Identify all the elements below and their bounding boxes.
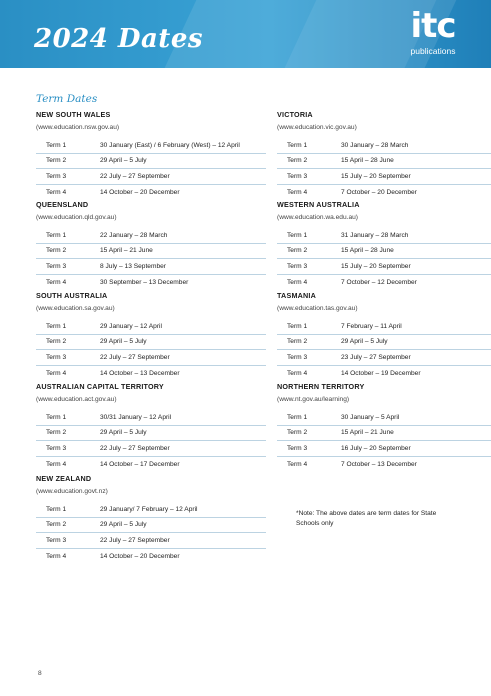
state-block — [36, 198, 266, 290]
state-name: TASMANIA — [277, 291, 316, 300]
page-number: 8 — [38, 670, 42, 677]
term-list — [36, 138, 266, 200]
term-row — [277, 426, 491, 442]
term-dates: 22 July – 27 September — [100, 536, 170, 544]
term-dates: 22 July – 27 September — [100, 444, 170, 452]
term-label: Term 3 — [287, 353, 308, 361]
term-row — [36, 366, 266, 382]
term-row — [36, 228, 266, 244]
term-list — [277, 228, 491, 290]
term-dates: 31 January – 28 March — [341, 231, 409, 239]
term-row — [36, 533, 266, 549]
term-row — [277, 275, 491, 291]
term-dates: 30/31 January – 12 April — [100, 413, 172, 421]
term-row — [36, 549, 266, 565]
state-block — [36, 472, 266, 564]
term-dates: 23 July – 27 September — [341, 353, 411, 361]
term-row — [36, 138, 266, 154]
term-list — [36, 319, 266, 381]
term-label: Term 4 — [287, 369, 308, 377]
term-label: Term 2 — [46, 157, 67, 165]
term-label: Term 1 — [46, 231, 67, 239]
term-label: Term 2 — [287, 338, 308, 346]
term-label: Term 2 — [46, 521, 67, 529]
term-row — [277, 410, 491, 426]
term-label: Term 1 — [46, 141, 67, 149]
state-block — [36, 289, 266, 381]
term-row — [36, 426, 266, 442]
term-row — [36, 502, 266, 518]
term-row — [36, 169, 266, 185]
term-label: Term 4 — [46, 460, 67, 468]
page-title: 2024 Dates — [34, 24, 203, 54]
term-dates: 14 October – 20 December — [100, 552, 180, 560]
itc-publications-logo — [405, 8, 461, 60]
term-row — [277, 244, 491, 260]
term-label: Term 2 — [287, 157, 308, 165]
term-row — [277, 350, 491, 366]
term-dates: 15 April – 21 June — [100, 247, 153, 255]
term-row — [36, 335, 266, 351]
term-dates: 15 July – 20 September — [341, 172, 411, 180]
term-label: Term 3 — [46, 262, 67, 270]
term-dates: 15 April – 21 June — [341, 429, 394, 437]
term-row — [36, 154, 266, 170]
term-row — [277, 366, 491, 382]
term-label: Term 3 — [46, 444, 67, 452]
term-dates: 29 April – 5 July — [100, 157, 147, 165]
term-row — [277, 441, 491, 457]
term-list — [36, 410, 266, 472]
term-row — [36, 518, 266, 534]
state-url: (www.education.vic.gov.au) — [277, 124, 357, 131]
state-url: (www.nt.gov.au/learning) — [277, 396, 350, 403]
state-block — [277, 289, 491, 381]
term-dates: 29 April – 5 July — [100, 429, 147, 437]
term-label: Term 3 — [46, 536, 67, 544]
term-label: Term 4 — [46, 369, 67, 377]
state-url: (www.education.wa.edu.au) — [277, 214, 359, 221]
term-row — [36, 275, 266, 291]
term-row — [277, 335, 491, 351]
term-label: Term 1 — [287, 413, 308, 421]
term-list — [277, 410, 491, 472]
term-dates: 16 July – 20 September — [341, 444, 411, 452]
term-label: Term 1 — [287, 322, 308, 330]
term-label: Term 1 — [46, 505, 67, 513]
term-label: Term 1 — [287, 231, 308, 239]
state-block — [36, 108, 266, 200]
term-label: Term 3 — [287, 444, 308, 452]
term-row — [277, 259, 491, 275]
term-dates: 15 July – 20 September — [341, 262, 411, 270]
term-label: Term 3 — [287, 262, 308, 270]
term-dates: 7 February – 11 April — [341, 322, 402, 330]
logo-subtitle: publications — [410, 46, 456, 56]
term-dates: 15 April – 28 June — [341, 247, 394, 255]
term-list — [36, 228, 266, 290]
term-dates: 29 January – 12 April — [100, 322, 162, 330]
term-row — [36, 350, 266, 366]
term-label: Term 4 — [287, 188, 308, 196]
state-url: (www.education.act.gov.au) — [36, 396, 117, 403]
term-label: Term 4 — [46, 188, 67, 196]
term-dates: 30 January (East) / 6 February (West) – 12 April — [100, 141, 240, 149]
term-label: Term 4 — [46, 552, 67, 560]
term-dates: 7 October – 13 December — [341, 460, 417, 468]
term-row — [36, 259, 266, 275]
term-label: Term 4 — [287, 460, 308, 468]
term-label: Term 4 — [287, 278, 308, 286]
term-label: Term 2 — [287, 247, 308, 255]
term-row — [36, 244, 266, 260]
term-dates: 30 September – 13 December — [100, 278, 189, 286]
term-label: Term 1 — [46, 413, 67, 421]
term-dates: 14 October – 13 December — [100, 369, 180, 377]
state-name: AUSTRALIAN CAPITAL TERRITORY — [36, 382, 164, 391]
state-block — [36, 380, 266, 472]
term-label: Term 3 — [287, 172, 308, 180]
term-dates: 22 July – 27 September — [100, 353, 170, 361]
state-name: VICTORIA — [277, 110, 313, 119]
state-name: NEW ZEALAND — [36, 474, 92, 483]
state-url: (www.education.sa.gov.au) — [36, 305, 115, 312]
term-dates: 29 January/ 7 February – 12 April — [100, 505, 198, 513]
term-row — [277, 169, 491, 185]
state-name: WESTERN AUSTRALIA — [277, 200, 360, 209]
term-label: Term 1 — [46, 322, 67, 330]
term-row — [277, 457, 491, 473]
term-label: Term 2 — [46, 338, 67, 346]
state-block — [277, 198, 491, 290]
state-block — [277, 380, 491, 472]
term-row — [36, 410, 266, 426]
state-url: (www.education.qld.gov.au) — [36, 214, 117, 221]
term-label: Term 2 — [46, 247, 67, 255]
term-label: Term 1 — [287, 141, 308, 149]
term-row — [277, 228, 491, 244]
term-dates: 22 January – 28 March — [100, 231, 168, 239]
term-row — [277, 154, 491, 170]
state-name: SOUTH AUSTRALIA — [36, 291, 108, 300]
footnote: *Note: The above dates are term dates for State Schools only — [296, 510, 437, 527]
logo-wordmark: itc — [410, 6, 456, 46]
term-label: Term 4 — [46, 278, 67, 286]
term-row — [277, 138, 491, 154]
state-url: (www.education.nsw.gov.au) — [36, 124, 120, 131]
section-heading: Term Dates — [36, 93, 98, 105]
term-dates: 22 July – 27 September — [100, 172, 170, 180]
term-dates: 30 January – 5 April — [341, 413, 400, 421]
term-dates: 7 October – 12 December — [341, 278, 417, 286]
state-name: NORTHERN TERRITORY — [277, 382, 365, 391]
term-label: Term 2 — [46, 429, 67, 437]
term-dates: 30 January – 28 March — [341, 141, 409, 149]
term-dates: 7 October – 20 December — [341, 188, 417, 196]
state-url: (www.education.tas.gov.au) — [277, 305, 358, 312]
term-dates: 14 October – 20 December — [100, 188, 180, 196]
term-label: Term 3 — [46, 172, 67, 180]
term-dates: 15 April – 28 June — [341, 157, 394, 165]
term-dates: 14 October – 17 December — [100, 460, 180, 468]
term-row — [36, 457, 266, 473]
term-row — [36, 319, 266, 335]
term-list — [277, 319, 491, 381]
term-dates: 29 April – 5 July — [100, 521, 147, 529]
state-name: QUEENSLAND — [36, 200, 89, 209]
term-label: Term 2 — [287, 429, 308, 437]
term-dates: 29 April – 5 July — [341, 338, 388, 346]
page-header — [0, 0, 491, 68]
state-block — [277, 108, 491, 200]
term-dates: 14 October – 19 December — [341, 369, 421, 377]
term-dates: 8 July – 13 September — [100, 262, 166, 270]
term-row — [277, 319, 491, 335]
term-list — [277, 138, 491, 200]
term-label: Term 3 — [46, 353, 67, 361]
state-url: (www.education.govt.nz) — [36, 488, 108, 495]
term-row — [36, 441, 266, 457]
state-name: NEW SOUTH WALES — [36, 110, 111, 119]
term-dates: 29 April – 5 July — [100, 338, 147, 346]
term-list — [36, 502, 266, 564]
